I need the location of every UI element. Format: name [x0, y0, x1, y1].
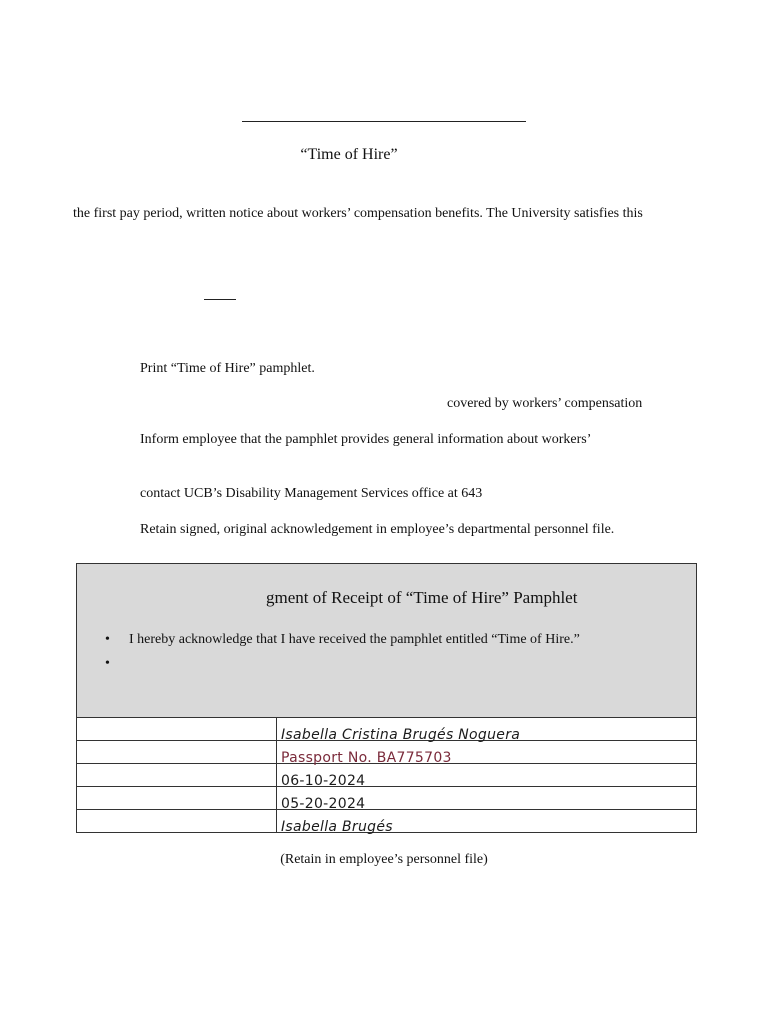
document-title: “Time of Hire” [300, 146, 398, 163]
handwritten-employee-name: Isabella Cristina Brugés Noguera [281, 727, 521, 743]
acknowledgement-heading: gment of Receipt of “Time of Hire” Pamphlet [266, 588, 578, 607]
handwritten-date: 05-20-2024 [281, 796, 366, 812]
procedure-step-coverage: covered by workers’ compensation [447, 396, 643, 411]
procedure-step-contact: contact UCB’s Disability Management Services office at 643 [140, 486, 483, 501]
procedure-step-inform: Inform employee that the pamphlet provides general information about workers’ [140, 432, 592, 447]
bullet-icon: • [105, 632, 110, 647]
row-label-cell [77, 741, 277, 764]
table-row [77, 787, 697, 810]
footer-note: (Retain in employee’s personnel file) [280, 852, 488, 867]
acknowledgement-box [76, 563, 697, 718]
row-label-cell [77, 764, 277, 787]
intro-paragraph: the first pay period, written notice about workers’ compensation benefits. The University satisfies this [73, 206, 643, 221]
procedure-step-print: Print “Time of Hire” pamphlet. [140, 361, 315, 376]
bullet-icon: • [105, 656, 110, 671]
handwritten-date: 06-10-2024 [281, 773, 366, 789]
employee-name-cell[interactable] [277, 718, 697, 741]
signature-line-top [242, 121, 526, 122]
handwritten-passport-number: Passport No. BA775703 [281, 750, 452, 766]
row-label-cell [77, 810, 277, 833]
row-label-cell [77, 787, 277, 810]
signature-table [76, 717, 697, 833]
blank-line [204, 299, 236, 300]
table-row [77, 810, 697, 833]
row-label-cell [77, 718, 277, 741]
handwritten-signature: Isabella Brugés [281, 819, 393, 835]
table-row [77, 718, 697, 741]
procedure-step-retain: Retain signed, original acknowledgement in employee’s departmental personnel file. [140, 522, 615, 537]
bullet-text: I hereby acknowledge that I have received the pamphlet entitled “Time of Hire.” [129, 632, 580, 647]
